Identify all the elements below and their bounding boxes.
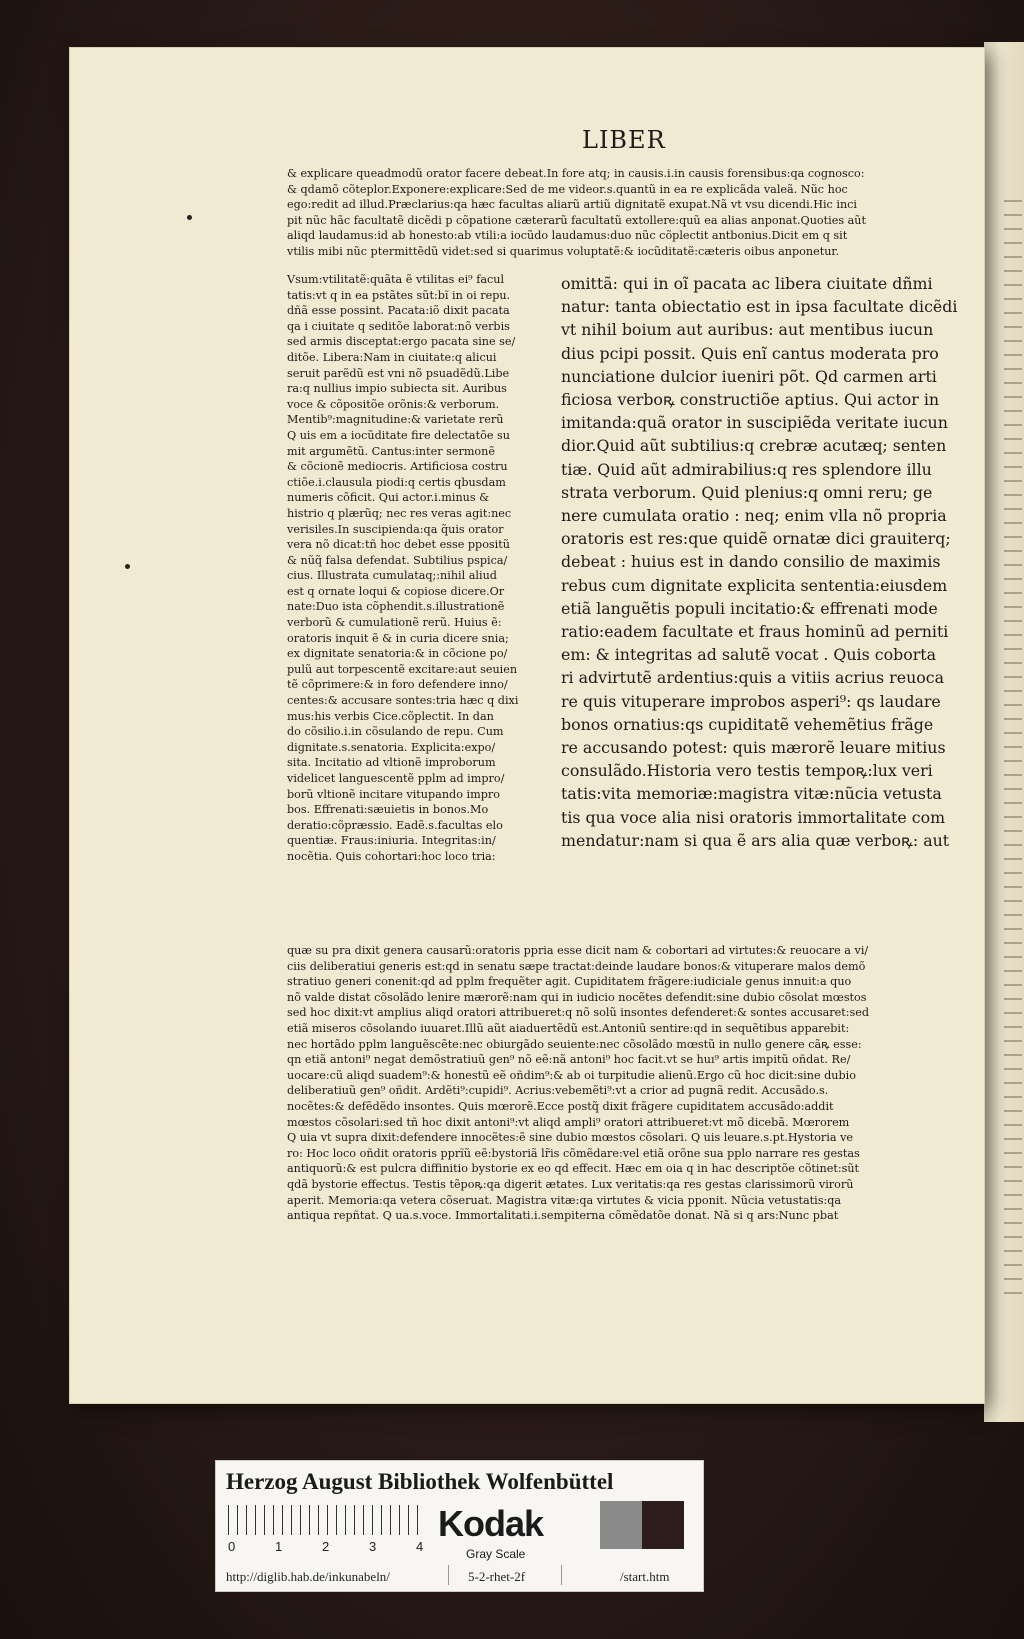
gloss-line: verborũ & cumulationẽ rerũ. Huius ẽ: [287,616,502,630]
gloss-line: cius. Illustrata cumulataq;:nihil aliud [287,569,497,583]
ruler-number: 3 [369,1539,377,1554]
dark-swatch [642,1501,684,1549]
label-code: 5-2-rhet-2f [468,1569,526,1584]
main-text-line: natur: tanta obiectatio est in ipsa facultate dicẽdi [561,297,958,317]
gloss-line: antiquorũ:& est pulcra diffinitio bystorie ex eo qd effecit. Hæc em oia q in hac descriptõe cõtinet:sũt [287,1162,860,1176]
main-text-line: rebus cum dignitate explicita sententia:eiusdem [561,575,948,595]
main-text-line: re accusando potest: quis mærorẽ leuare mitius [561,738,946,758]
gloss-line: ciis deliberatiui generis est:qd in senatu sæpe tractat:deinde laudare bonos:& vituperare malos demõ [287,959,866,973]
gloss-line: seruit parẽdũ est vni nõ psuadẽdũ.Libe [287,366,510,380]
gloss-line: ctiõe.i.clausula piodi:q certis qbusdam [287,475,506,489]
gloss-line: centes:& accusare sontes:tria hæc q dixi [287,694,519,708]
gloss-line: qa i ciuitate q seditõe laborat:nõ verbis [287,319,510,333]
gloss-line: pit nũc hãc facultatẽ dicẽdi p cõpatione cæterarũ facultatũ extollere:quũ ea alias anponat.Quoties aũt [287,213,867,227]
gloss-line: & qdamõ cõteplor.Exponere:explicare:Sed de me videor.s.quantũ in ea re explicãda valeã. Nũc hoc [287,182,848,196]
gloss-bottom-block [287,943,869,1224]
gloss-line: nocẽtes:& defẽdẽdo insontes. Quis mœrorẽ.Ecce postq̃ dixit frãgere cupiditatem accusãdo:addit [287,1099,834,1113]
gloss-line: vtilis mibi nũc ptermittẽdũ videt:sed si quarimus voluptatẽ:& iocũditatẽ:cæteris oibus anponetur. [287,244,840,258]
ruler-number: 2 [322,1539,330,1554]
gloss-left-column [287,272,518,865]
gloss-line: Mentib⁹:magnitudine:& varietate rerũ [287,413,504,427]
main-text-line: tatis:vita memoriæ:magistra vitæ:nũcia vetusta [561,784,942,804]
label-start: /start.htm [620,1569,670,1584]
gloss-line: qn etiã antoni⁹ negat demõstratiuũ gen⁹ nõ eẽ:nã antoni⁹ hoc facit.vt se huı⁹ artis impitũ oñdat. Re/ [287,1053,851,1067]
margin-mark [187,215,192,220]
gloss-line: do cõsilio.i.in cõsulando de repu. Cum [287,725,504,739]
gray-swatch [600,1501,642,1549]
main-text-line: strata verborum. Quid plenius:q omni reru; ge [561,482,933,502]
gloss-line: & cõcionẽ mediocris. Artificiosa costru [287,460,508,474]
gloss-line: & nũq̃ falsa defendat. Subtilius pspica/ [287,553,508,567]
gloss-line: stratiuo generi conenit:qd ad pplm frequẽter agit. Cupiditatem frãgere:iudiciale genus innuit:a quo [287,975,852,989]
gloss-line: pulũ aut torpescentẽ excitare:aut seuien [287,662,518,676]
gloss-line: & explicare queadmodũ orator facere debeat.In fore atq; in causis.i.in causis forensibus:qa cognosco: [287,167,865,180]
gloss-line: quæ su pra dixit genera causarũ:oratoris ppria esse dicit nam & cobortari ad virtutes:& reuocare a vi/ [287,944,869,957]
gloss-line: Q uia vt supra dixit:defendere innocẽtes:ẽ sine dubio mœstos cõsolari. Q uis leuare.s.pt.Hystoria ve [287,1131,854,1145]
gloss-line: histrio q plærũq; nec res veras agit:nec [287,506,512,520]
main-text-line: tis qua voce alia nisi oratoris immortalitate com [561,807,946,827]
main-text-column [561,272,957,852]
main-text-line: ratio:eadem facultate et fraus hominũ ad perniti [561,622,949,642]
gloss-line: qdã bystorie effectus. Testis tẽpoꝶ:qa digerit ætates. Lux veritatis:qa res gestas clarissimorũ virorũ [287,1177,854,1191]
main-text-line: vt nihil boium aut auribus: aut mentibus iucun [561,320,934,340]
gloss-line: dñã esse possint. Pacata:iõ dixit pacata [287,304,510,318]
gloss-line: vera nõ dicat:tñ hoc debet esse ppositũ [287,538,510,552]
gloss-line: nocẽtia. Quis cohortari:hoc loco tria: [287,849,496,863]
gloss-line: borũ vltionẽ incitare vitupando impro [287,787,500,801]
gloss-line: est q ornate loqui & copiose dicere.Or [287,584,505,598]
main-text-line: nere cumulata oratio : neq; enim vlla nõ propria [561,506,947,526]
main-text-line: ri advirtutẽ ardentius:quis a vitiis acrius reuoca [561,668,945,688]
margin-mark [125,564,130,569]
library-label-card [215,1460,704,1592]
gloss-line: nate:Duo ista cõphendit.s.illustrationẽ [287,600,505,614]
gloss-line: tẽ cõprimere:& in foro defendere inno/ [287,678,508,692]
scale-ruler [228,1505,418,1535]
ruler-number: 1 [275,1539,283,1554]
gloss-line: sed armis disceptat:ergo pacata sine se/ [287,335,516,349]
gloss-line: ra:q nullius impio subiecta sit. Auribus [287,382,507,396]
gloss-line: mœstos cõsolari:sed tñ hoc dixit antoni⁹:vt aliqd ampli⁹ oratori attribueret:vt mõ dicebã. Mœrorem [287,1115,850,1129]
adjacent-page-text-hint [1004,200,1022,1300]
gloss-line: nec hortãdo pplm languẽscẽte:nec obiurgãdo seuiente:nec cõsolãdo mœstũ in nullo genere cãꝶ esse: [287,1037,862,1051]
kodak-logo: Kodak [438,1503,544,1544]
ruler-number: 0 [228,1539,236,1554]
main-text-line: oratoris est res:que quidẽ ornatæ dici grauiterq; [561,529,951,549]
main-text-line: nunciatione dulcior iueniri põt. Qd carmen arti [561,366,937,386]
main-text-line: dior.Quid aũt subtilius:q crebræ acutæq; senten [561,436,947,456]
main-text-line: omittã: qui in oĩ pacata ac libera ciuitate dñmi [561,274,933,293]
gloss-line: deratio:cõpræssio. Eadẽ.s.facultas elo [287,818,503,832]
main-text-line: tiæ. Quid aũt admirabilius:q res splendore illu [561,459,932,479]
divider [561,1565,562,1585]
gloss-line: mit argumẽtũ. Cantus:inter sermonẽ [287,444,495,458]
gloss-line: Q uis em a iocũditate fire delectatõe su [287,428,510,442]
main-text-line: imitanda:quã orator in suscipiẽda veritate iucun [561,413,948,433]
ruler-numbers [228,1539,428,1554]
main-text-line: debeat : huius est in dando consilio de maximis [561,552,941,572]
gloss-line: deliberatiuũ gen⁹ oñdit. Ardẽti⁹:cupidi⁹. Acrius:vebemẽti⁹:vt a crior ad pugnã redit. Accusãdo.s. [287,1084,829,1098]
label-url: http://diglib.hab.de/inkunabeln/ [226,1569,390,1584]
main-text-line: mendatur:nam si qua ẽ ars alia quæ verboꝶ: aut [561,830,950,850]
gloss-line: numeris cõficit. Qui actor.i.minus & [287,491,490,505]
gloss-line: tatis:vt q in ea pstãtes sũt:bĩ in oi repu. [287,288,511,302]
gloss-top-block [287,166,866,260]
main-text-line: bonos ornatius:qs cupiditatẽ vehemẽtius frãge [561,714,934,734]
main-text-line: dius pcipi possit. Quis enĩ cantus moderata pro [561,343,939,363]
gloss-line: etiã miseros cõsolando iuuaret.Illũ aũt aiaduertẽdũ est.Antoniũ sentire:qd in sequẽtibus apparebit: [287,1021,850,1035]
gloss-line: aliqd laudamus:id ab honesto:ab vtili:a iocũdo laudamus:duo nũc cõplectit antbonius.Dicit em q sit [287,229,848,243]
gloss-line: ego:redit ad illud.Præclarius:qa hæc facultas aliarũ artiũ dignitatẽ exupat.Nã vt vsu dicendi.Hic inci [287,198,858,212]
gloss-line: voce & cõpositõe orõnis:& verborum. [287,397,500,411]
gloss-line: videlicet languescentẽ pplm ad impro/ [287,772,505,785]
gloss-line: ex dignitate senatoria:& in cõcione po/ [287,647,508,661]
gloss-line: bos. Effrenati:sæuietis in bonos.Mo [287,803,489,817]
gloss-line: oratoris inquit ẽ & in curia dicere snia; [287,631,509,645]
gloss-line: ditõe. Libera:Nam in ciuitate:q alicui [287,350,497,364]
gloss-line: ro: Hoc loco oñdit oratoris pprĩũ eẽ:bystoriã lr̃is cõmẽdare:vel etiã orõne sua pplo narrare res gestas [287,1146,860,1160]
gloss-line: verisiles.In suscipienda:qa q̃uis orator [287,522,504,536]
gloss-line: nõ valde distat cõsolãdo lenire mærorẽ:nam qui in iudicio nocẽtes defendit:sine dubio cõsolat mœstos [287,990,867,1004]
main-text-line: em: & integritas ad salutẽ vocat . Quis coborta [561,645,937,665]
gloss-line: sed hoc dixit:vt amplius aliqd oratori attribueret:q nõ solũ insontes defenderet:& sontes accusaret:sed [287,1006,870,1020]
main-text-line: etiã languẽtis populi incitatio:& effrenati mode [561,598,938,618]
gloss-line: Vsum:vtilitatẽ:quãta ẽ vtilitas ei⁹ facul [287,273,505,286]
running-head: LIBER [582,126,666,154]
gray-scale-label: Gray Scale [466,1547,526,1561]
ruler-number: 4 [416,1539,424,1554]
main-text-line: re quis vituperare improbos asperi⁹: qs laudare [561,691,941,711]
main-text-line: ficiosa verboꝶ constructiõe aptius. Qui actor in [561,390,940,410]
gloss-line: uocare:cũ aliqd suadem⁹:& honestũ eẽ oñdim⁹:& ab oi turpitudie alienũ.Ergo cũ hoc dicit:sine dubio [287,1068,856,1082]
gloss-line: antiqua repñtat. Q ua.s.voce. Immortalitati.i.sempiterna cõmẽdatõe donat. Nã si q ars:Nunc pbat [287,1209,839,1223]
main-text-line: consulãdo.Historia vero testis tempoꝶ:lux veri [561,761,933,781]
library-name: Herzog August Bibliothek Wolfenbüttel [226,1469,614,1494]
gloss-line: quentiæ. Fraus:iniuria. Integritas:in/ [287,834,496,848]
gloss-line: mus:his verbis Cice.cõplectit. In dan [287,709,494,723]
divider [448,1565,449,1585]
gloss-line: aperit. Memoria:qa vetera cõseruat. Magistra vitæ:qa virtutes & vicia pponit. Nũcia vetustatis:qa [287,1193,842,1207]
gloss-line: dignitate.s.senatoria. Explicita:expo/ [287,740,496,754]
gloss-line: sita. Incitatio ad vltionẽ improborum [287,756,496,770]
